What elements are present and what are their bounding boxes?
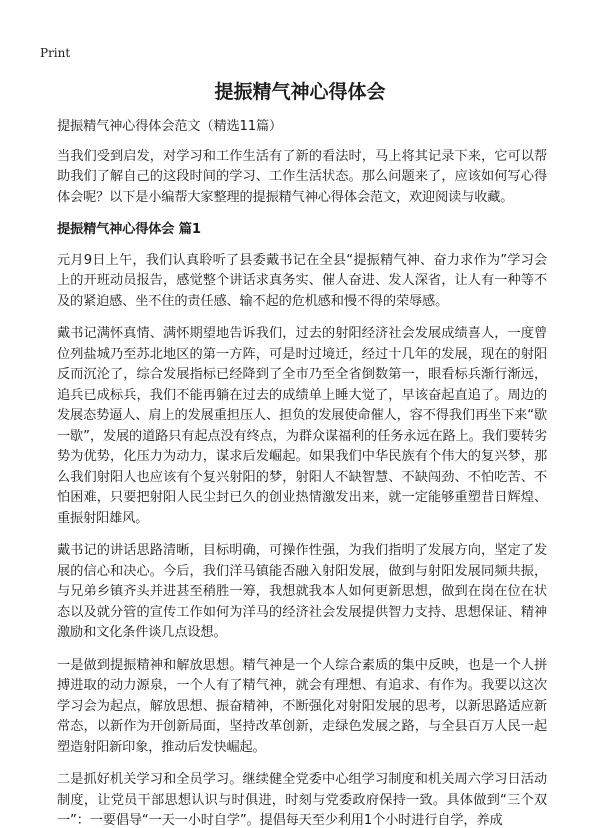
intro-paragraph: 当我们受到启发，对学习和工作生活有了新的看法时，马上将其记录下来，它可以帮助我们了解自己的这段时间的学习、工作生活状态。那么问题来了，应该如何写心得体会呢？以下是小编帮大家整理的提振精气神心得体会范文，欢迎阅读与收藏。 <box>57 148 547 205</box>
section-heading: 提振精气神心得体会 篇1 <box>57 222 201 237</box>
document-subtitle: 提振精气神心得体会范文（精选11篇） <box>57 119 283 134</box>
body-paragraph-2: 戴书记满怀真情、满怀期望地告诉我们，过去的射阳经济社会发展成绩喜人，一度曾位列盐城乃至苏北地区的第一方阵，可是时过境迁，经过十几年的发展，现在的射阳反而沉沦了，综合发展指标已经降到了全市乃至全省倒数第一，眼看标兵渐行渐远，追兵已成标兵，我们不能再躺在过去的成绩单上睡大觉了，早该奋起直追了。周边的发展态势逼人、肩上的发展重担压人、担负的发展使命催人，容不得我们再坐下来“歇一歇”，发展的道路只有起点没有终点，为群众谋福利的任务永远在路上。我们要转劣势为优势，化压力为动力，谋求后发崛起。如果我们中华民族有个伟大的复兴梦，那么我们射阳人也应该有个复兴射阳的梦，射阳人不缺智慧、不缺闯劲、不怕吃苦、不怕困难，只要把射阳人民尘封已久的创业热情激发出来，就一定能够重塑昔日辉煌、重振射阳雄风。 <box>57 326 547 526</box>
body-paragraph-3: 戴书记的讲话思路清晰，目标明确，可操作性强，为我们指明了发展方向，坚定了发展的信心和决心。今后，我们洋马镇能否融入射阳发展，做到与射阳发展同频共振，与兄弟乡镇齐头并进甚至稍胜一筹，我想就我本人如何更新思想，做到在岗在位在状态以及就分管的宣传工作如何为洋马的经济社会发展提供智力支持、思想保证、精神激励和文化条件谈几点设想。 <box>57 543 547 640</box>
document-title: 提振精气神心得体会 <box>214 81 386 103</box>
body-paragraph-4: 一是做到提振精神和解放思想。精气神是一个人综合素质的集中反映，也是一个人拼搏进取的动力源泉，一个人有了精气神，就会有理想、有追求、有作为。我要以这次学习会为起点，解放思想、振奋精神，不断强化对射阳发展的思考，以新思路适应新常态，以新作为开创新局面，坚持改革创新，走绿色发展之路，与全县百万人民一起塑造射阳新印象，推动后发快崛起。 <box>57 657 547 755</box>
print-link[interactable]: Print <box>40 46 71 60</box>
document-body <box>57 117 547 828</box>
body-paragraph-1: 元月9日上午，我们认真聆听了县委戴书记在全县“提振精气神、奋力求作为”学习会上的开班动员报告，感觉整个讲话求真务实、催人奋进、发人深省，让人有一种等不及的紧迫感、坐不住的责任感、输不起的危机感和慢不得的荣辱感。 <box>57 252 547 309</box>
body-paragraph-5: 二是抓好机关学习和全员学习。继续健全党委中心组学习制度和机关周六学习日活动制度，让党员干部思想认识与时俱进，时刻与党委政府保持一致。具体做到“三个双一”：一要倡导“一天一小时自学”。提倡每天至少利用1个小时进行自学，养成 <box>57 772 547 828</box>
